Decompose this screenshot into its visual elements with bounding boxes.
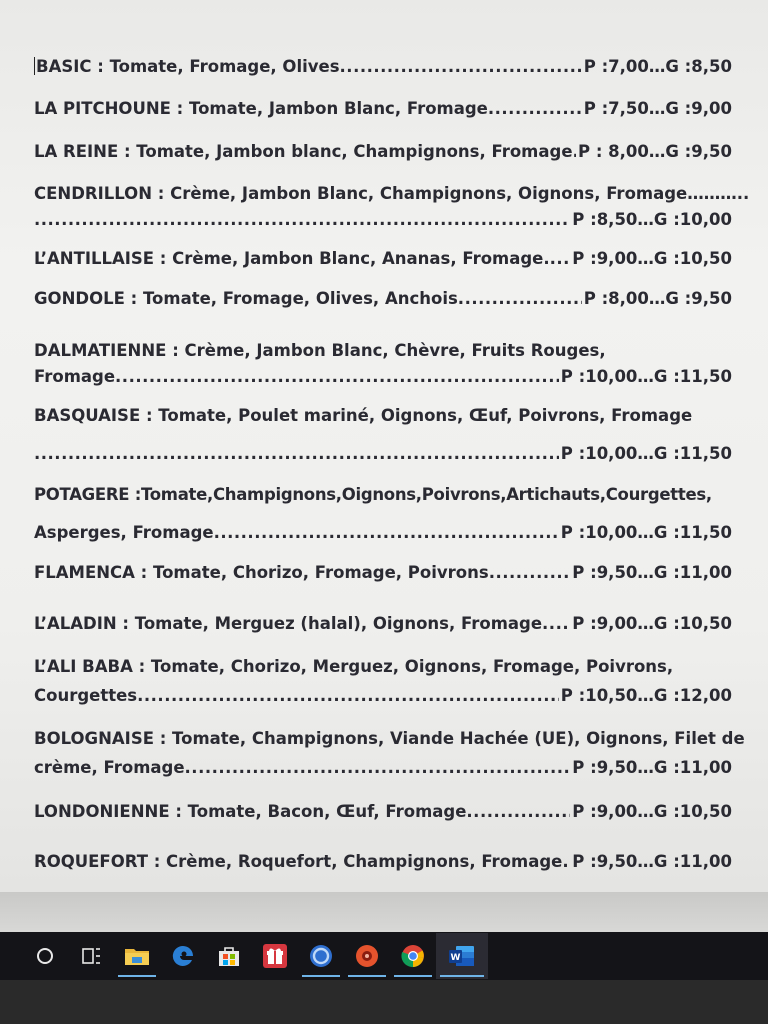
menu-item-description: GONDOLE : Tomate, Fromage, Olives, Anchois — [34, 289, 458, 308]
menu-item-basic — [34, 54, 732, 80]
menu-item-price: P :10,00…G :11,50 — [560, 367, 732, 386]
menu-item-price: P :10,00…G :11,50 — [560, 444, 732, 463]
menu-item-description-cont: crème, Fromage — [34, 758, 185, 777]
menu-item-l-aladin — [34, 611, 732, 637]
menu-item-description: FLAMENCA : Tomate, Chorizo, Fromage, Poivrons — [34, 563, 489, 582]
menu-item-description: BASQUAISE : Tomate, Poulet mariné, Oignons, Œuf, Poivrons, Fromage — [34, 406, 693, 425]
dot-leader — [488, 96, 582, 122]
menu-item-price: P :10,00…G :11,50 — [560, 523, 732, 542]
menu-item-description: LONDONIENNE : Tomate, Bacon, Œuf, Fromage — [34, 802, 467, 821]
menu-item-price: P :9,50…G :11,00 — [572, 563, 732, 582]
file-explorer-icon — [124, 945, 150, 967]
app-red-circle-icon — [354, 943, 380, 969]
word-button[interactable] — [436, 933, 488, 979]
menu-item-description: L’ANTILLAISE : Crème, Jambon Blanc, Ananas, Fromage. — [34, 249, 550, 268]
dot-leader — [214, 520, 559, 546]
menu-item-potagere — [34, 482, 732, 546]
dot-leader — [550, 246, 571, 272]
menu-item-price: P : 8,00…G :9,50 — [578, 142, 732, 161]
menu-item-description: LA REINE : Tomate, Jambon blanc, Champignons, Fromage — [34, 142, 573, 161]
menu-item-description: BASIC : Tomate, Fromage, Olives — [36, 57, 340, 76]
edge-browser-icon — [171, 944, 195, 968]
menu-item-description-cont: Courgettes — [34, 686, 138, 705]
menu-item-londonienne — [34, 799, 732, 825]
menu-item-description: ROQUEFORT : Crème, Roquefort, Champignons, Fromage — [34, 852, 563, 871]
menu-item-price: P :10,50…G :12,00 — [560, 686, 732, 705]
app-red-circle-button[interactable] — [344, 933, 390, 979]
dot-leader — [137, 683, 559, 709]
menu-item-description: LA PITCHOUNE : Tomate, Jambon Blanc, Fromage — [34, 99, 488, 118]
menu-item-price: P :7,00…G :8,50 — [583, 57, 732, 76]
menu-item-l-antillaise — [34, 246, 732, 272]
dot-leader — [458, 286, 582, 312]
monitor-bezel — [0, 980, 768, 1024]
menu-item-cendrillon — [34, 181, 750, 233]
dot-leader — [489, 560, 571, 586]
text-cursor — [34, 57, 35, 75]
word-icon-letter: W — [450, 953, 461, 963]
menu-item-description: DALMATIENNE : Crème, Jambon Blanc, Chèvre, Fruits Rouges, — [34, 341, 606, 360]
gift-app-button[interactable] — [252, 933, 298, 979]
menu-item-description: POTAGERE :Tomate,Champignons,Oignons,Poivrons,Artichauts,Courgettes, — [34, 485, 712, 504]
menu-item-la-pitchoune — [34, 96, 732, 122]
menu-item-price: P :9,00…G :10,50 — [572, 802, 732, 821]
menu-item-price: P :8,00…G :9,50 — [583, 289, 732, 308]
gift-app-icon — [262, 943, 288, 969]
app-blue-circle-icon — [308, 943, 334, 969]
menu-item-bolognaise — [34, 726, 745, 781]
menu-item-price: P :7,50…G :9,00 — [583, 99, 732, 118]
dot-leader — [34, 441, 559, 467]
menu-item-gondole — [34, 286, 732, 312]
menu-item-description: L’ALI BABA : Tomate, Chorizo, Merguez, Oignons, Fromage, Poivrons, — [34, 657, 674, 676]
edge-browser-button[interactable] — [160, 933, 206, 979]
dot-leader — [466, 799, 570, 825]
word-icon — [448, 944, 476, 968]
menu-item-price: P :9,50…G :11,00 — [572, 758, 732, 777]
task-view-button[interactable] — [68, 933, 114, 979]
menu-item-description: CENDRILLON : Crème, Jambon Blanc, Champignons, Oignons, Fromage……….. — [34, 184, 750, 203]
dot-leader — [185, 755, 571, 781]
chrome-button[interactable] — [390, 933, 436, 979]
microsoft-store-button[interactable] — [206, 933, 252, 979]
file-explorer-button[interactable] — [114, 933, 160, 979]
chrome-icon — [400, 943, 426, 969]
dot-leader — [340, 54, 582, 80]
menu-item-la-reine — [34, 139, 732, 165]
menu-item-price: P :8,50…G :10,00 — [572, 210, 732, 229]
menu-item-l-ali-baba — [34, 654, 732, 709]
cortana-search-button[interactable] — [22, 933, 68, 979]
menu-item-flamenca — [34, 560, 732, 586]
menu-item-price: P :9,50…G :11,00 — [572, 852, 732, 871]
menu-item-description: L’ALADIN : Tomate, Merguez (halal), Oignons, Fromage — [34, 614, 543, 633]
menu-item-price: P :9,00…G :10,50 — [572, 614, 732, 633]
dot-leader — [562, 849, 570, 875]
task-view-icon — [80, 946, 102, 966]
cortana-search-icon — [35, 946, 55, 966]
menu-item-basquaise — [34, 403, 732, 467]
menu-item-description-cont: Fromage — [34, 367, 116, 386]
menu-item-price: P :9,00…G :10,50 — [572, 249, 732, 268]
dot-leader — [542, 611, 570, 637]
dot-leader — [115, 364, 559, 390]
dot-leader — [34, 207, 570, 233]
windows-taskbar — [0, 932, 768, 980]
menu-item-description-cont: Asperges, Fromage — [34, 523, 214, 542]
menu-item-dalmatienne — [34, 338, 732, 390]
microsoft-store-icon — [217, 944, 241, 968]
menu-item-roquefort — [34, 849, 732, 875]
document-scroll-gap — [0, 892, 768, 932]
app-blue-circle-button[interactable] — [298, 933, 344, 979]
menu-item-description: BOLOGNAISE : Tomate, Champignons, Viande Hachée (UE), Oignons, Filet de — [34, 729, 745, 748]
